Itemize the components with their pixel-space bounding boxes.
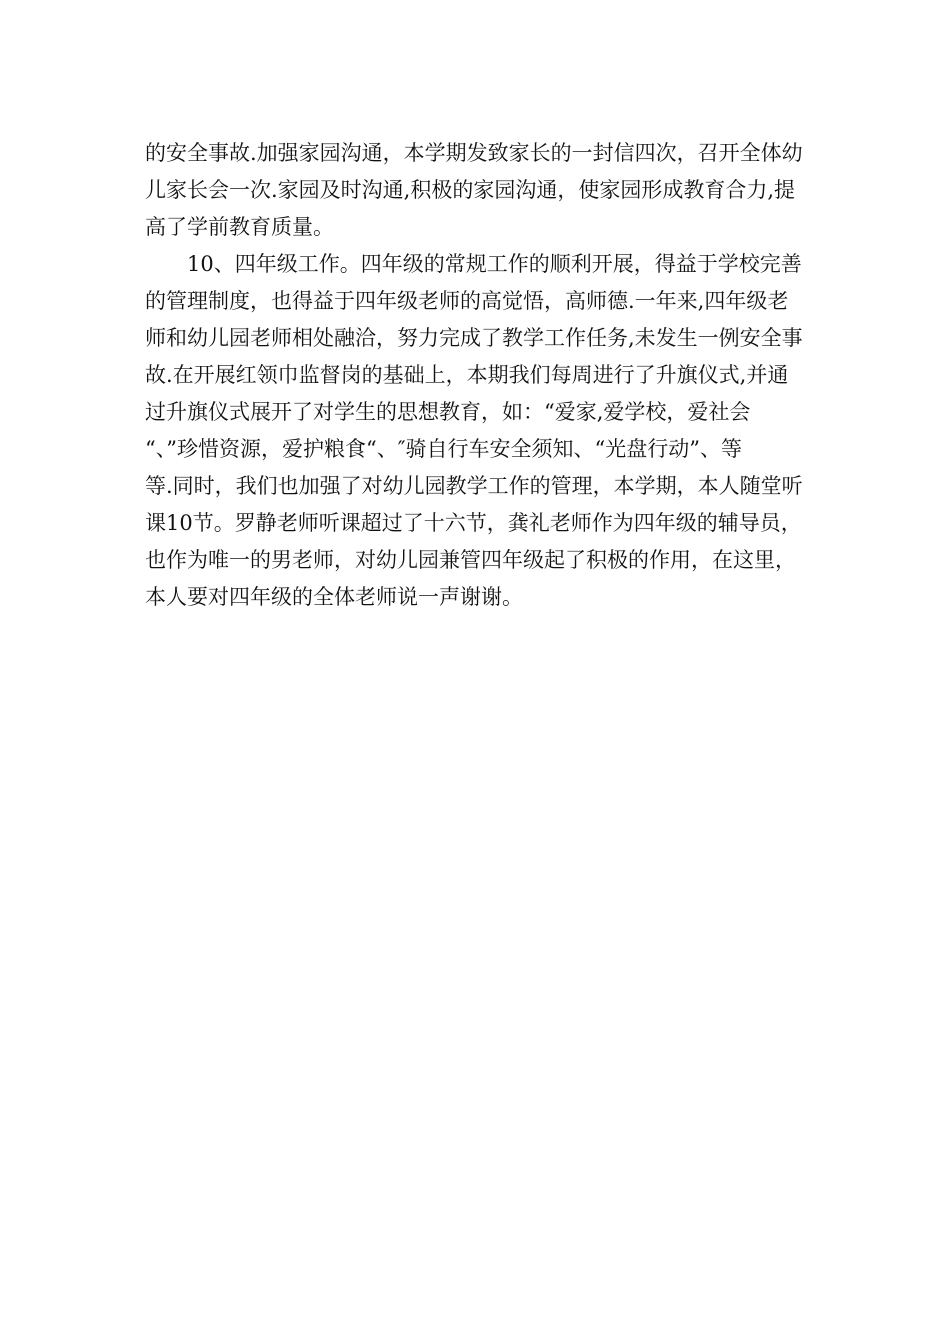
text-line: 也作为唯一的男老师，对幼儿园兼管四年级起了积极的作用，在这里， bbox=[145, 548, 796, 572]
text-line: 过升旗仪式展开了对学生的思想教育，如：“爱家,爱学校，爱社会 bbox=[145, 400, 751, 424]
text-line: 的安全事故.加强家园沟通，本学期发致家长的一封信四次，召开全体幼 bbox=[145, 141, 803, 165]
paragraph-start-line: 10、四年级工作。四年级的常规工作的顺利开展，得益于学校完善 bbox=[187, 252, 802, 276]
text-line: 课10节。罗静老师听课超过了十六节，龚礼老师作为四年级的辅导员， bbox=[145, 511, 802, 535]
text-line: 等.同时，我们也加强了对幼儿园教学工作的管理，本学期，本人随堂听 bbox=[145, 474, 803, 498]
text-line: 师和幼儿园老师相处融洽，努力完成了教学工作任务,未发生一例安全事 bbox=[145, 326, 803, 350]
text-line: 高了学前教育质量。 bbox=[145, 215, 334, 239]
text-line: 故.在开展红领巾监督岗的基础上，本期我们每周进行了升旗仪式,并通 bbox=[145, 363, 789, 387]
text-line: 儿家长会一次.家园及时沟通,积极的家园沟通，使家园形成教育合力,提 bbox=[145, 178, 796, 202]
text-line: 的管理制度，也得益于四年级老师的高觉悟，高师德.一年来,四年级老 bbox=[145, 289, 789, 313]
body-text bbox=[145, 135, 865, 616]
text-line: 本人要对四年级的全体老师说一声谢谢。 bbox=[145, 585, 523, 609]
text-line: “、”珍惜资源，爱护粮食“、″骑自行车安全须知、“光盘行动”、等 bbox=[145, 437, 743, 461]
